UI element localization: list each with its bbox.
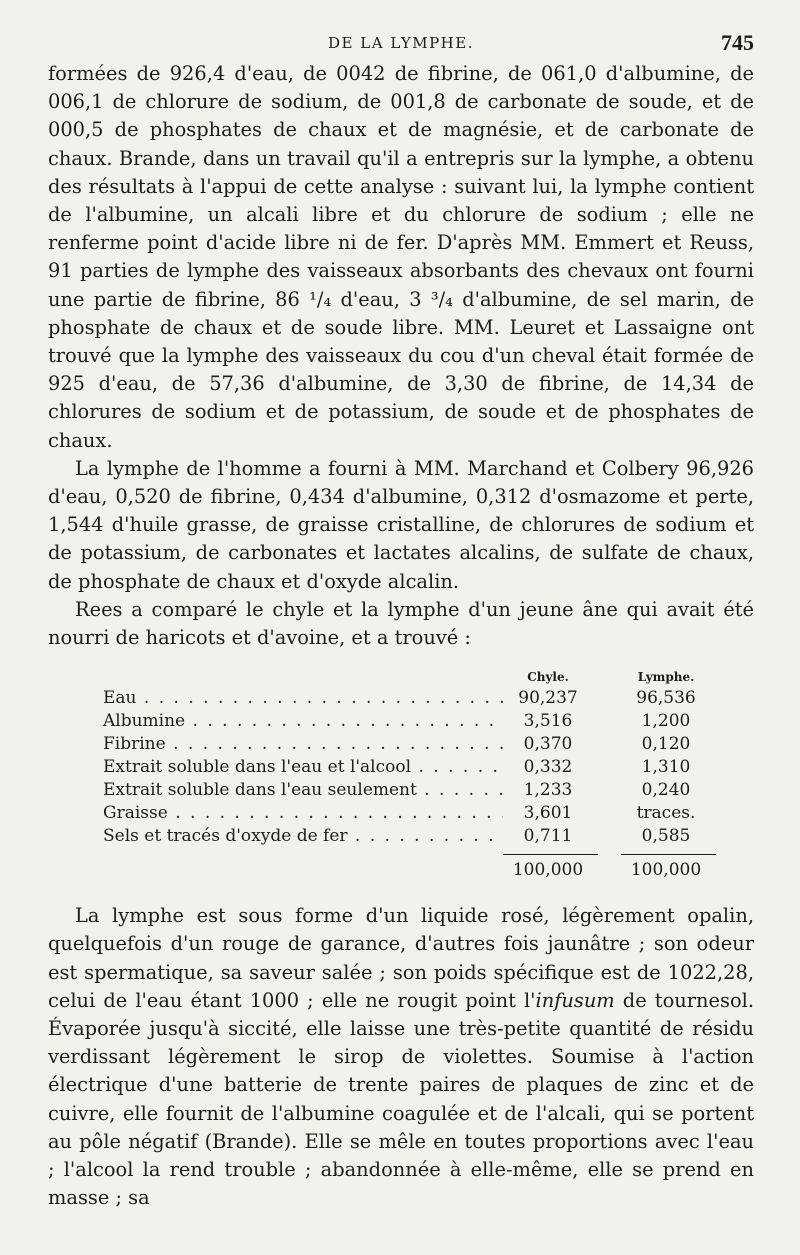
lymphe-value: 96,536 xyxy=(636,688,696,709)
paragraph-1: formées de 926,4 d'eau, de 0042 de fibrine, de 061,0 d'albumine, de 006,1 de chlorure de sodium, de 001,8 de carbonate de soude, et de 000,5 de phosphates de chaux et de magnésie, et de carbonate de chaux. Brande, dans un travail qu'il a entrepris sur la lymphe, a obtenu des résultats à l'appui de cette analyse : suivant lui, la lymphe contient de l'albumine, un alcali libre et du chlorure de sodium ; elle ne renferme point d'acide libre ni de fer. D'après MM. Emmert et Reuss, 91 parties de lymphe des vaisseaux absorbants des chevaux ont fourni une partie de fibrine, 86 ¹/₄ d'eau, 3 ³/₄ d'albumine, de sel marin, de phosphate de chaux et de soude libre. MM. Leuret et Lassaigne ont trouvé que la lymphe des vaisseaux du cou d'un cheval était formée de 925 d'eau, de 57,36 d'albumine, de 3,30 de fibrine, de 14,34 de chlorures de sodium et de potassium, de soude et de phosphates de chaux. xyxy=(48,62,754,452)
table-row xyxy=(103,780,753,802)
chyle-value: 0,711 xyxy=(523,826,573,847)
row-label: Extrait soluble dans l'eau et l'alcool . . . xyxy=(103,757,503,777)
table-row xyxy=(103,757,753,779)
row-label: Albumine . . . xyxy=(103,711,503,731)
table-row xyxy=(103,826,753,848)
table-row xyxy=(103,688,753,710)
paragraph-4 xyxy=(48,902,754,1212)
total-rule-chyle xyxy=(503,854,598,855)
composition-table xyxy=(48,670,754,890)
row-label: Eau . . . xyxy=(103,688,503,708)
paragraph-2: La lymphe de l'homme a fourni à MM. Marchand et Colbery 96,926 d'eau, 0,520 de fibrine, 0,434 d'albumine, 0,312 d'osmazome et perte, 1,544 d'huile grasse, de graisse cristalline, de chlorures de sodium et de potassium, de carbonates et lactates alcalins, de sulfate de chaux, de phosphate de chaux et d'oxyde alcalin. xyxy=(48,456,754,593)
table-row xyxy=(103,711,753,733)
lymphe-value: traces. xyxy=(636,803,696,824)
table-row xyxy=(103,803,753,825)
lymphe-value: 0,120 xyxy=(641,734,691,755)
chyle-value: 1,233 xyxy=(523,780,573,801)
chyle-value: 0,332 xyxy=(523,757,573,778)
total-lymphe: 100,000 xyxy=(630,860,702,881)
lymphe-value: 0,585 xyxy=(641,826,691,847)
lymphe-value: 0,240 xyxy=(641,780,691,801)
row-label: Sels et tracés d'oxyde de fer . . . xyxy=(103,826,503,846)
page-header xyxy=(48,30,754,60)
total-chyle: 100,000 xyxy=(512,860,584,881)
row-label: Graisse . . . xyxy=(103,803,503,823)
row-label: Fibrine . . . xyxy=(103,734,503,754)
chyle-value: 90,237 xyxy=(518,688,578,709)
page-number: 745 xyxy=(721,30,754,55)
table-row xyxy=(103,734,753,756)
chyle-value: 3,516 xyxy=(523,711,573,732)
lymphe-value: 1,310 xyxy=(641,757,691,778)
chyle-value: 3,601 xyxy=(523,803,573,824)
row-label: Extrait soluble dans l'eau seulement . . . xyxy=(103,780,503,800)
running-title: DE LA LYMPHE. xyxy=(328,34,474,52)
page xyxy=(48,30,754,1213)
paragraph-3: Rees a comparé le chyle et la lymphe d'un jeune âne qui avait été nourri de haricots et d'avoine, et a trouvé : xyxy=(48,597,754,650)
paragraph-4-text-b: de tournesol. Évaporée jusqu'à siccité, elle laisse une très-petite quantité de résidu verdissant légèrement le sirop de violettes. Soumise à l'action électrique d'une batterie de trente paires de plaques de zinc et de cuivre, elle fournit de l'albumine coagulée et de l'alcali, qui se portent au pôle négatif (Brande). Elle se mêle en toutes proportions avec l'eau ; l'alcool la rend trouble ; abandonnée à elle-même, elle se prend en masse ; sa xyxy=(48,988,754,1210)
chyle-value: 0,370 xyxy=(523,734,573,755)
paragraph-4-text-a: La lymphe est sous forme d'un liquide rosé, légèrement opalin, quelquefois d'un rouge de garance, d'autres fois jaunâtre ; son odeur est spermatique, sa saveur salée ; son poids spécifique est de 1022,28, celui de l'eau étant 1000 ; elle ne rougit point l' xyxy=(48,904,754,1012)
lymphe-value: 1,200 xyxy=(641,711,691,732)
paragraph-4-italic: infusum xyxy=(535,988,615,1012)
column-header-chyle: Chyle. xyxy=(527,670,569,685)
column-header-lymphe: Lymphe. xyxy=(637,670,695,685)
total-rule-lymphe xyxy=(621,854,716,855)
